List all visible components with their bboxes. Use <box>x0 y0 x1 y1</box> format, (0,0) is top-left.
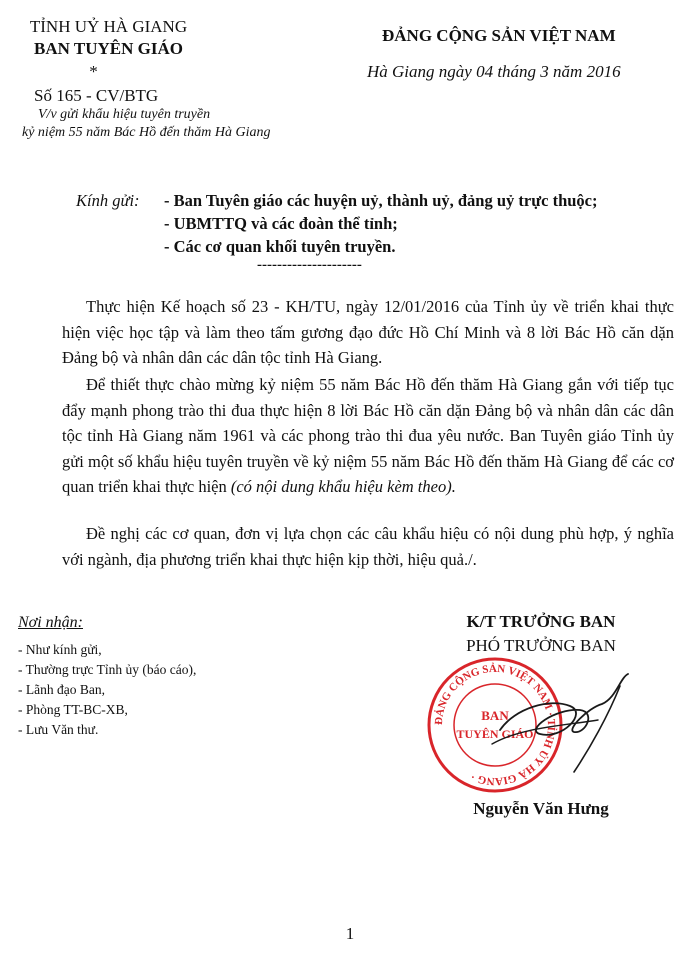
body-paragraph-1: Thực hiện Kế hoạch số 23 - KH/TU, ngày 12/01/2016 của Tỉnh ủy về triển khai thực hiện việc học tập và làm theo tấm gương đạo đức Hồ Chí Minh và 8 lời Bác Hồ căn dặn Đảng bộ và nhân dân các dân tộc tỉnh Hà Giang. <box>62 297 674 367</box>
body-paragraph-3: Đề nghị các cơ quan, đơn vị lựa chọn các câu khẩu hiệu có nội dung phù hợp, ý nghĩa với ngành, địa phương triển khai thực hiện kịp thời, hiệu quả./. <box>62 524 674 569</box>
recipients-item: - Lãnh đạo Ban, <box>18 682 105 697</box>
signer-name: Nguyễn Văn Hưng <box>473 799 609 818</box>
handwritten-signature <box>470 668 640 778</box>
party-name: ĐẢNG CỘNG SẢN VIỆT NAM <box>382 26 616 45</box>
recipients-item: - Thường trực Tỉnh ủy (báo cáo), <box>18 662 197 677</box>
header-star: * <box>89 62 98 81</box>
document-number: Số 165 - CV/BTG <box>34 86 159 105</box>
addressee-item: - Ban Tuyên giáo các huyện uỷ, thành uỷ, đảng uỷ trực thuộc; <box>164 191 598 210</box>
org-parent: TỈNH UỶ HÀ GIANG <box>29 17 188 36</box>
addressee-separator: --------------------- <box>257 257 362 273</box>
addressee-label: Kính gửi: <box>76 191 140 210</box>
subject-line-1: V/v gửi khẩu hiệu tuyên truyền <box>38 107 211 122</box>
addressee-item: - Các cơ quan khối tuyên truyền. <box>164 237 396 256</box>
addressee-item: - UBMTTQ và các đoàn thể tỉnh; <box>164 214 398 233</box>
place-date: Hà Giang ngày 04 tháng 3 năm 2016 <box>367 62 621 81</box>
recipients-item: - Lưu Văn thư. <box>18 722 99 737</box>
body-paragraph-2 <box>62 372 674 500</box>
seal-center-line-1: BAN <box>481 708 509 723</box>
body-paragraph-2-note: (có nội dung khẩu hiệu kèm theo). <box>230 477 456 496</box>
signature-subrole: PHÓ TRƯỞNG BAN <box>466 636 616 655</box>
seal-center-line-2: TUYÊN GIÁO <box>456 727 534 741</box>
recipients-item: - Phòng TT-BC-XB, <box>18 702 128 717</box>
body-paragraph-2-text: Để thiết thực chào mừng kỷ niệm 55 năm Bác Hồ đến thăm Hà Giang gắn với tiếp tục đẩy mạnh phong trào thi đua thực hiện 8 lời Bác Hồ căn dặn Đảng bộ và nhân dân các dân tộc tỉnh Hà Giang năm 1961 và các phong trào thi đua yêu nước. Ban Tuyên giáo Tỉnh ủy gửi một số khẩu hiệu tuyên truyền về kỷ niệm 55 năm Bác Hồ đến thăm Hà Giang để các cơ quan triển khai thực hiện <box>62 375 674 496</box>
recipients-title: Nơi nhận: <box>18 614 83 631</box>
seal-ring-text: ĐẢNG CỘNG SẢN VIỆT NAM · TỈNH ỦY HÀ GIANG · <box>432 662 558 788</box>
page-number: 1 <box>345 924 355 943</box>
org-name: BAN TUYÊN GIÁO <box>34 39 183 58</box>
recipients-item: - Như kính gửi, <box>18 642 102 657</box>
subject-line-2: kỷ niệm 55 năm Bác Hồ đến thăm Hà Giang <box>22 125 271 140</box>
signature-role: K/T TRƯỞNG BAN <box>466 612 616 631</box>
